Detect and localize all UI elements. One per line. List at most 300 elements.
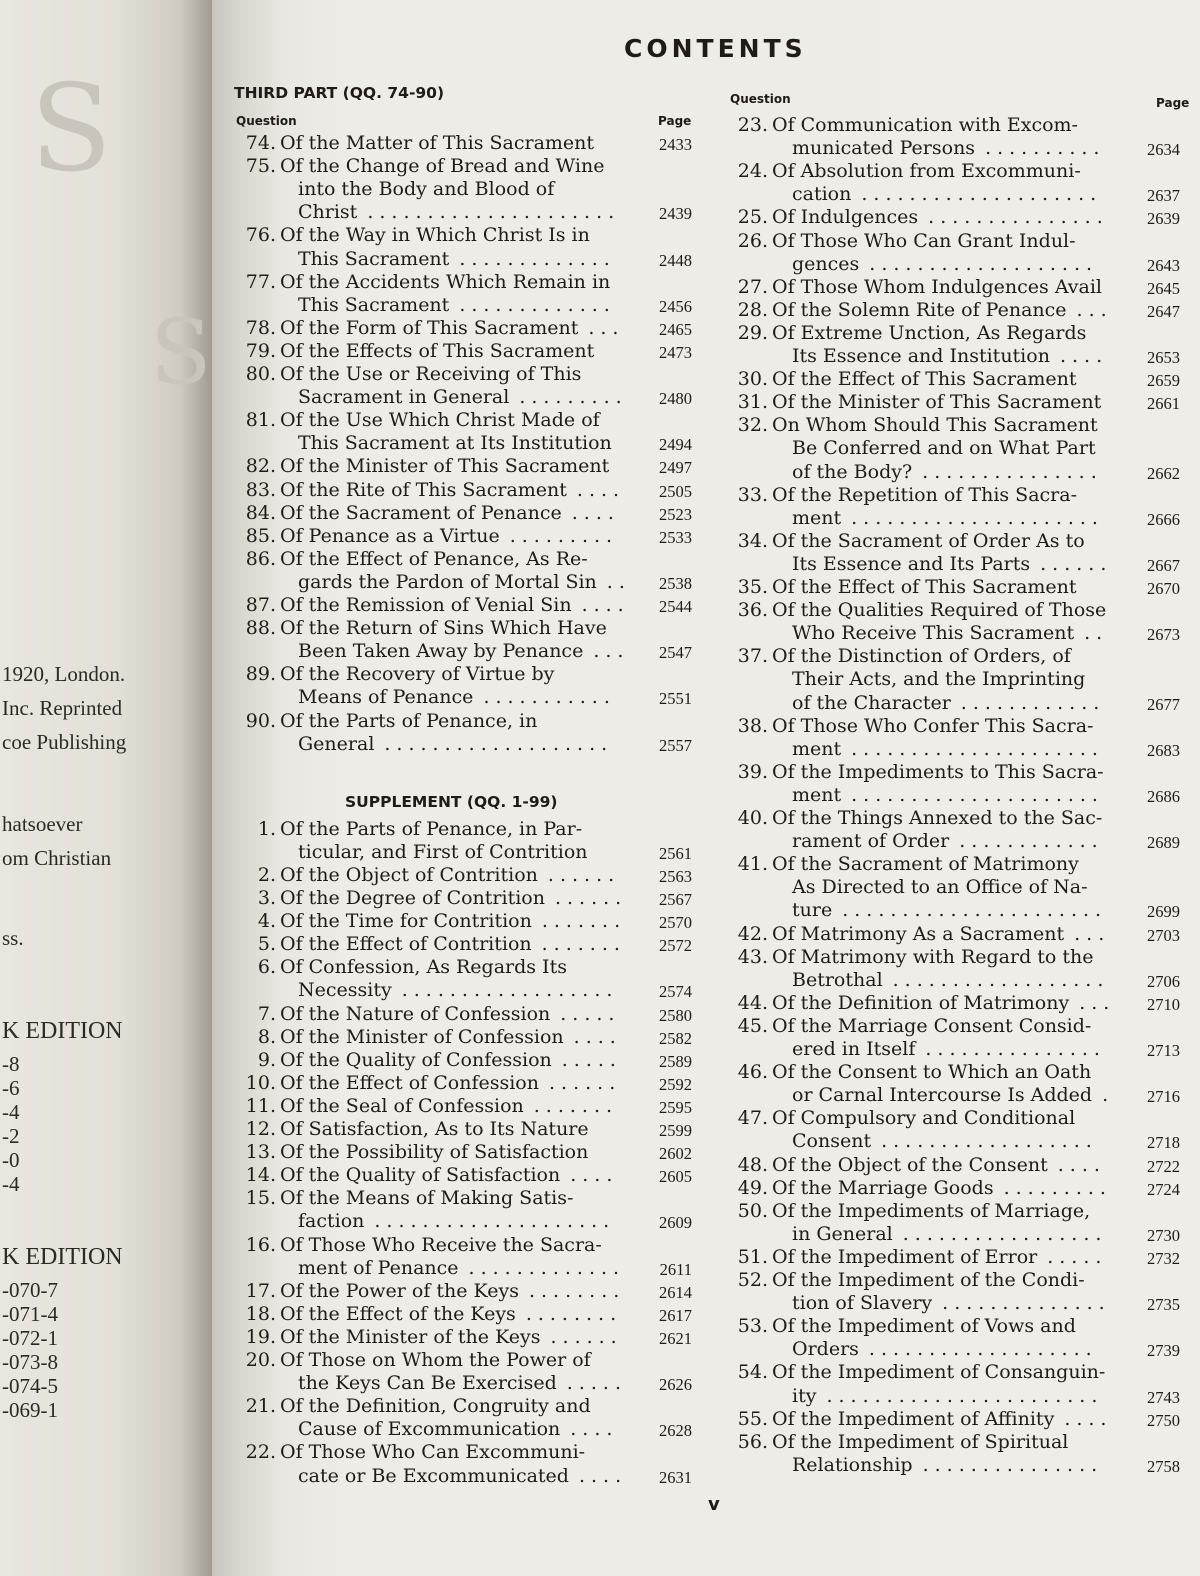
leader-dots: ......... [519,386,628,409]
toc-entry-line: into the Body and Blood of [298,178,555,201]
toc-entry-line [236,479,567,502]
toc-entry-number: 33. [737,483,768,506]
toc-page-number: 2582 [659,1028,692,1048]
toc-page-number: 2617 [659,1305,692,1325]
leader-dots: ............... [928,206,1109,229]
toc-entry-title: Of Those Whom Indulgences Avail [772,275,1102,298]
leader-dots: ....... [541,933,626,956]
toc-entry-line [728,414,1098,437]
toc-entry-title: Of Compulsory and Conditional [772,1107,1076,1130]
leader-dots: .... [1059,345,1109,367]
leader-dots: ............ [959,830,1104,853]
toc-page-number: 2706 [1147,971,1180,991]
toc-page-number: 2758 [1147,1456,1180,1476]
toc-entry-number: 52. [737,1269,768,1291]
toc-page-number: 2433 [659,135,692,154]
previous-page-fragment: -069-1 [2,1398,58,1422]
toc-entry-line [236,363,581,386]
toc-entry-line [728,992,1069,1015]
toc-entry-line [728,1246,1037,1269]
leader-dots: ..... [1047,1245,1108,1268]
toc-page-number: 2465 [659,319,692,339]
page-title: CONTENTS [624,34,807,63]
toc-entry-number: 27. [737,275,768,298]
toc-entry-number: 11. [245,1094,276,1117]
toc-entry-number: 53. [737,1315,768,1338]
leader-dots: .................... [374,1210,616,1233]
leader-dots: .......... [985,137,1106,160]
toc-entry-line: ity [792,1384,817,1407]
toc-entry-number: 22. [245,1441,276,1464]
toc-page-number: 2538 [659,573,692,593]
leader-dots: ...... [549,1071,622,1094]
toc-entry-number: 25. [737,206,768,229]
previous-page-fragment: ss. [2,926,24,950]
toc-entry-title: Of the Sacrament of Matrimony [772,853,1079,876]
toc-entry-line [728,761,1104,784]
toc-entry-title: Of the Things Annexed to the Sac- [772,807,1103,829]
question-column-label: Question [236,114,297,128]
toc-entry-number: 19. [245,1325,276,1348]
leader-dots: ....................... [826,1384,1104,1407]
toc-entry-number: 16. [245,1233,276,1256]
toc-entry-line [236,663,554,686]
leader-dots: ......... [1003,1176,1112,1199]
toc-entry-line [236,271,610,294]
previous-page-fragment: hatsoever [2,812,83,836]
leader-dots: .... [570,1418,619,1441]
toc-page-number: 2505 [659,481,692,501]
toc-entry-title: Of the Parts of Penance, in [280,709,538,732]
toc-page-number: 2563 [659,866,692,886]
toc-entry-line [236,1072,539,1095]
toc-entry-line [728,1315,1076,1338]
toc-entry-line [236,617,607,640]
leader-dots: ... [1074,922,1111,945]
toc-entry-line: or Carnal Intercourse Is Added [792,1084,1093,1107]
toc-entry-line [236,1118,589,1141]
toc-entry-title: Of the Effect of Confession [280,1071,539,1094]
toc-entry-line: faction [298,1210,365,1233]
toc-entry-line [236,864,538,887]
toc-entry-number: 35. [737,576,768,598]
toc-entry-title: Of the Definition, Congruity and [280,1395,591,1418]
toc-entry-line: municated Persons [792,137,976,160]
toc-entry-line [236,155,604,178]
toc-entry-title: Of Satisfaction, As to Its Nature [280,1118,589,1140]
toc-entry-number: 6. [257,956,276,979]
toc-entry-title: Of the Minister of the Keys [280,1325,541,1348]
leader-dots: ......... [509,524,619,547]
toc-entry-line [728,530,1085,553]
toc-page-number: 2683 [1147,740,1180,760]
toc-page-number: 2448 [659,250,692,270]
toc-entry-title: Of the Minister of Confession [280,1025,564,1048]
toc-entry-number: 42. [737,922,768,945]
toc-page-number: 2732 [1147,1248,1180,1268]
toc-entry-line [236,1441,585,1464]
toc-entry-title: Of the Solemn Rite of Penance [772,298,1067,321]
toc-entry-line: Relationship [792,1453,913,1476]
toc-page-number: 2673 [1147,625,1180,645]
toc-entry-line [236,1395,591,1418]
toc-entry-title: Of Those Who Receive the Sacra- [280,1233,602,1256]
toc-entry-title: Of the Sacrament of Penance [280,501,562,524]
leader-dots: .............. [942,1292,1111,1315]
toc-entry-number: 51. [737,1245,768,1268]
toc-entry-title: Of Matrimony with Regard to the [772,945,1094,968]
toc-entry-line: of the Character [792,691,951,714]
question-column-label-right: Question [730,92,791,106]
toc-entry-title: Of Indulgences [772,206,919,229]
toc-page-number: 2628 [659,1421,692,1441]
toc-page-number: 2750 [1147,1410,1180,1430]
toc-entry-line: ered in Itself [792,1038,916,1060]
toc-entry-title: Of the Consent to Which an Oath [772,1061,1092,1084]
previous-page-fragment: coe Publishing [2,730,127,754]
leader-dots: ................... [868,1338,1098,1361]
toc-entry-line: Who Receive This Sacrament [792,622,1075,645]
toc-entry-number: 81. [245,409,276,432]
previous-page-fragment: -4 [2,1100,20,1124]
toc-page-number: 2611 [659,1259,692,1279]
toc-entry-number: 24. [737,160,768,183]
toc-entry-line [728,160,1081,183]
toc-page-number: 2580 [659,1005,692,1025]
toc-entry-number: 75. [245,155,276,178]
previous-page-strip [0,0,212,1576]
toc-entry-line: Been Taken Away by Penance [298,640,584,663]
toc-entry-line [236,933,532,956]
contents-page [212,0,1200,1576]
toc-entry-title: Of Those Who Can Grant Indul- [772,229,1076,252]
toc-entry-line: Its Essence and Institution [792,345,1050,367]
toc-entry-title: Of the Impediment of Vows and [772,1315,1076,1338]
toc-entry-number: 45. [737,1014,768,1037]
leader-dots: ........... [483,686,616,709]
toc-entry-line [236,224,590,247]
toc-page-number: 2699 [1147,902,1180,922]
leader-dots: ................. [902,1222,1108,1245]
toc-page-number: 2703 [1147,925,1180,945]
toc-entry-line: This Sacrament [298,293,450,316]
toc-entry-line [236,1303,516,1326]
toc-entry-number: 21. [245,1395,276,1418]
toc-entry-line [728,1107,1075,1130]
leader-dots: .... [578,1464,628,1487]
toc-entry-line [728,946,1094,969]
toc-page-number: 2544 [659,597,692,616]
toc-entry-title: Of the Object of Contrition [280,863,538,886]
toc-page-number: 2589 [659,1051,692,1071]
toc-entry-number: 34. [737,529,768,552]
toc-entry-number: 50. [737,1199,768,1222]
toc-entry-line [236,1280,519,1303]
toc-page-number: 2631 [659,1467,692,1487]
previous-page-fragment: om Christian [2,846,112,870]
toc-entry-line: ment of Penance [298,1256,459,1279]
toc-page-number: 2567 [659,890,692,909]
toc-entry-number: 55. [737,1407,768,1430]
toc-entry-number: 36. [737,599,768,622]
toc-page-number: 2621 [659,1328,692,1348]
toc-entry-title: Of the Qualities Required of Those [772,599,1107,622]
toc-entry-line: Orders [792,1338,859,1361]
toc-entry-line: This Sacrament at Its Institution [298,432,612,455]
previous-page-fragment: -070-7 [2,1278,58,1302]
leader-dots: ....... [533,1094,619,1117]
toc-entry-line: the Keys Can Be Exercised [298,1372,557,1395]
toc-entry-number: 28. [737,298,768,321]
toc-entry-line [236,1141,588,1164]
toc-page-number: 2614 [659,1282,692,1302]
leader-dots: .................. [401,979,619,1002]
toc-entry-number: 41. [737,853,768,876]
toc-entry-number: 49. [737,1176,768,1199]
toc-entry-line [236,956,567,979]
leader-dots: ............. [459,293,616,316]
toc-entry-line: in General [792,1222,893,1245]
toc-page-number: 2557 [659,735,692,755]
leader-dots: ................... [869,252,1099,275]
toc-entry-title: Of the Form of This Sacrament [280,316,579,339]
toc-entry-number: 85. [245,524,276,547]
toc-entry-title: Of the Possibility of Satisfaction [280,1141,589,1164]
toc-entry-number: 84. [245,501,276,524]
leader-dots: ...... [547,863,621,886]
toc-entry-number: 26. [737,229,768,252]
toc-entry-line [236,1164,560,1187]
toc-page-number: 2533 [659,527,692,547]
toc-entry-line [728,1154,1048,1177]
toc-entry-line [728,1361,1105,1384]
leader-dots: . [1102,1084,1115,1107]
supplement-heading: SUPPLEMENT (QQ. 1-99) [345,793,558,811]
toc-page-number: 2645 [1147,278,1180,298]
leader-dots: ... [1079,991,1116,1014]
leader-dots: ............. [468,1256,626,1279]
leader-dots: ...... [1040,552,1113,575]
toc-entry-line [728,807,1102,830]
leader-dots: ............ [960,691,1106,714]
toc-entry-title: Of the Definition of Matrimony [772,991,1070,1014]
toc-entry-line [728,1431,1068,1454]
leader-dots: .................. [881,1130,1098,1153]
toc-entry-line [236,710,537,733]
toc-entry-line [728,645,1071,668]
previous-page-fragment: -074-5 [2,1374,58,1398]
toc-entry-number: 76. [245,224,276,247]
toc-entry-line [236,502,562,525]
toc-page-number: 2551 [659,689,692,709]
toc-entry-line: gards the Pardon of Mortal Sin [298,570,597,593]
toc-entry-title: Of the Impediment of Affinity [772,1407,1055,1430]
toc-entry-number: 10. [245,1071,276,1094]
previous-page-fragment: -4 [2,1172,20,1196]
toc-page-number: 2643 [1147,255,1180,275]
toc-entry-number: 20. [245,1349,276,1371]
toc-entry-number: 87. [245,594,276,616]
toc-page-number: 2716 [1147,1087,1180,1107]
leader-dots: ...................... [842,899,1108,922]
toc-entry-title: Of the Accidents Which Remain in [280,270,611,293]
toc-page-number: 2572 [659,936,692,956]
toc-entry-line [236,1234,602,1257]
toc-page-number: 2599 [659,1121,692,1140]
toc-entry-line [728,1269,1085,1292]
toc-entry-number: 83. [245,478,276,501]
leader-dots: .................. [892,968,1110,991]
toc-entry-number: 78. [245,316,276,339]
toc-entry-number: 86. [245,547,276,570]
toc-entry-line: cate or Be Excommunicated [298,1464,569,1487]
leader-dots: ..................... [851,783,1104,806]
toc-entry-number: 29. [737,321,768,344]
toc-entry-line: gences [792,252,860,275]
toc-entry-line [728,1177,994,1200]
leader-dots: ... [1076,298,1113,321]
toc-entry-number: 3. [257,887,276,909]
toc-entry-line: cation [792,183,852,206]
toc-entry-title: Of the Time for Contrition [280,910,532,933]
toc-entry-line [236,317,578,340]
toc-entry-title: Of the Effect of Contrition [280,933,532,956]
toc-entry-title: Of Those Who Confer This Sacra- [772,714,1094,737]
toc-entry-line [728,1200,1090,1223]
toc-page-number: 2473 [659,342,692,362]
previous-page-fragment: Inc. Reprinted [2,696,123,720]
faint-bleedthrough-letter: S [150,300,212,405]
toc-page-number: 2662 [1147,463,1180,483]
leader-dots: ..................... [851,737,1104,760]
toc-entry-title: Of Confession, As Regards Its [280,956,567,979]
toc-entry-title: Of the Seal of Confession [280,1094,524,1117]
toc-entry-line: Sacrament in General [298,386,510,409]
toc-page-number: 2456 [659,296,692,316]
toc-entry-title: Of the Object of the Consent [772,1153,1048,1176]
toc-entry-line [728,299,1067,322]
toc-entry-line [728,322,1086,345]
toc-page-number: 2722 [1147,1156,1180,1176]
page-column-label-right: Page [1156,96,1190,110]
leader-dots: .... [571,501,620,524]
toc-entry-number: 39. [737,760,768,783]
leader-dots: ... [588,316,625,339]
toc-entry-line: Its Essence and Its Parts [792,552,1031,575]
toc-entry-number: 38. [737,714,768,737]
toc-entry-title: Of the Effects of This Sacrament [280,339,595,362]
toc-entry-title: Of the Return of Sins Which Have [280,617,607,640]
toc-entry-number: 8. [257,1025,276,1048]
toc-entry-line: Cause of Excommunication [298,1418,561,1441]
toc-entry-number: 14. [245,1164,276,1187]
toc-entry-line [728,230,1076,253]
toc-page-number: 2637 [1147,186,1180,206]
toc-page-number: 2677 [1147,694,1180,714]
toc-entry-number: 17. [245,1279,276,1302]
toc-page-number: 2574 [659,982,692,1002]
toc-page-number: 2653 [1147,348,1180,367]
toc-entry-title: Of the Means of Making Satis- [280,1187,574,1210]
previous-page-fragment: K EDITION [2,1018,123,1044]
faint-bleedthrough-letter: S [30,60,113,199]
toc-page-number: 2659 [1147,371,1180,391]
previous-page-fragment: 1920, London. [2,662,126,686]
toc-entry-line: Means of Penance [298,686,474,709]
leader-dots: ............... [922,460,1103,483]
toc-entry-line [236,910,532,933]
toc-entry-line: ment [792,737,842,760]
toc-entry-number: 89. [245,663,276,686]
toc-page-number: 2689 [1147,833,1180,853]
previous-page-fragment: -2 [2,1124,20,1148]
previous-page-fragment: -0 [2,1148,20,1172]
toc-entry-line [236,1326,540,1349]
toc-entry-number: 5. [257,933,276,956]
toc-entry-number: 15. [245,1187,276,1210]
toc-entry-line: Consent [792,1130,872,1153]
toc-entry-title: Of the Way in Which Christ Is in [280,224,590,247]
page-folio: v [708,1494,720,1515]
toc-entry-number: 80. [245,363,276,385]
toc-entry-title: Of the Repetition of This Sacra- [772,483,1078,506]
leader-dots: ..... [566,1372,627,1395]
toc-page-number: 2605 [659,1167,692,1187]
toc-entry-number: 88. [245,617,276,640]
toc-entry-title: Of the Impediments to This Sacra- [772,760,1104,783]
toc-entry-number: 30. [737,368,768,391]
toc-entry-line [236,887,545,910]
toc-entry-line [728,114,1078,137]
toc-entry-line [728,206,918,229]
toc-page-number: 2439 [659,204,692,224]
toc-entry-number: 44. [737,991,768,1014]
toc-entry-title: Of the Rite of This Sacrament [280,478,567,501]
toc-entry-number: 32. [737,414,768,437]
toc-entry-number: 4. [257,910,276,933]
leader-dots: ........ [528,1279,626,1302]
previous-page-fragment: -8 [2,1052,20,1076]
toc-entry-line: ture [792,899,833,922]
toc-entry-number: 79. [245,339,276,362]
toc-page-number: 2686 [1147,786,1180,806]
toc-entry-line [728,1061,1091,1084]
toc-entry-title: Of the Impediment of Error [772,1245,1038,1268]
leader-dots: .... [1064,1407,1113,1430]
toc-entry-line [236,340,594,363]
toc-entry-number: 23. [737,114,768,136]
toc-entry-title: Of the Change of Bread and Wine [280,155,605,178]
toc-page-number: 2494 [659,435,692,455]
toc-entry-line: ticular, and First of Contrition [298,840,588,863]
leader-dots: .................... [861,183,1103,206]
page-column-label: Page [658,114,692,128]
toc-page-number: 2626 [659,1375,692,1395]
toc-entry-line [236,525,500,548]
previous-page-fragment: K EDITION [2,1244,123,1270]
toc-entry-title: Of the Degree of Contrition [280,887,545,909]
toc-entry-number: 82. [245,455,276,478]
toc-entry-number: 13. [245,1141,276,1164]
toc-entry-line [236,1049,552,1072]
toc-page-number: 2497 [659,458,692,478]
toc-entry-title: Of Matrimony As a Sacrament [772,922,1065,945]
leader-dots: .... [1057,1153,1106,1176]
toc-entry-title: Of the Parts of Penance, in Par- [280,817,583,840]
toc-entry-line [728,576,1077,599]
toc-entry-title: Of the Effect of This Sacrament [772,368,1077,391]
toc-entry-line: Be Conferred and on What Part [792,437,1096,460]
